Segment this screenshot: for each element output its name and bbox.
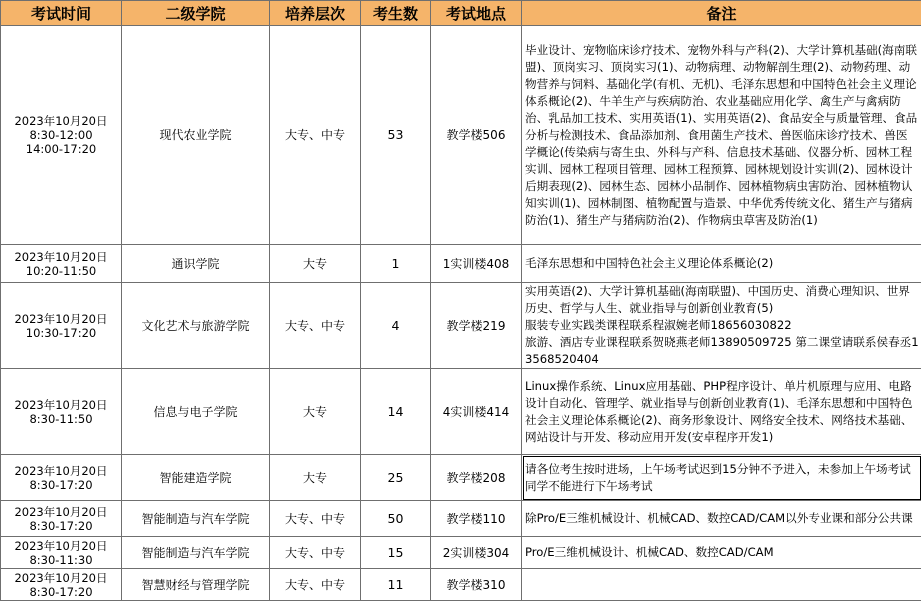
exam-time-cell <box>1 369 122 455</box>
level-cell: 大专、中专 <box>270 501 361 537</box>
header-exam-time: 考试时间 <box>1 1 122 26</box>
header-college: 二级学院 <box>122 1 270 26</box>
notes-contact: 服装专业实践类课程联系程淑婉老师18656030822 <box>525 318 792 332</box>
exam-time-slot: 8:30-12:00 <box>29 128 93 142</box>
exam-time-cell <box>1 283 122 369</box>
exam-time-cell <box>1 569 122 601</box>
header-notes: 备注 <box>522 1 921 26</box>
exam-time-slot: 14:00-17:20 <box>25 142 97 156</box>
table-row <box>1 569 921 601</box>
exam-date: 2023年10月20日 <box>14 538 108 553</box>
location-cell: 教学楼219 <box>431 283 522 369</box>
notes-contact: 旅游、酒店专业课程联系贺晓燕老师13890509725 第二课堂请联系侯春丞13568520404 <box>525 335 919 366</box>
student-count-cell: 1 <box>361 245 431 283</box>
exam-date: 2023年10月20日 <box>14 570 108 585</box>
table-row <box>1 537 921 569</box>
level-cell: 大专 <box>270 245 361 283</box>
header-level: 培养层次 <box>270 1 361 26</box>
exam-date: 2023年10月20日 <box>14 311 108 326</box>
table-row <box>1 283 921 369</box>
student-count-cell: 14 <box>361 369 431 455</box>
location-cell: 2实训楼304 <box>431 537 522 569</box>
level-cell: 大专 <box>270 455 361 501</box>
college-cell: 现代农业学院 <box>122 26 270 245</box>
level-cell: 大专、中专 <box>270 537 361 569</box>
table-row <box>1 26 921 245</box>
student-count-cell: 11 <box>361 569 431 601</box>
exam-time-slot: 8:30-17:20 <box>29 518 93 533</box>
location-cell: 4实训楼414 <box>431 369 522 455</box>
exam-time-cell <box>1 245 122 283</box>
student-count-cell: 15 <box>361 537 431 569</box>
location-cell: 教学楼506 <box>431 26 522 245</box>
notes-cell: Linux操作系统、Linux应用基础、PHP程序设计、单片机原理与应用、电路设计自动化、管理学、就业指导与创新创业教育(1)、毛泽东思想和中国特色社会主义理论体系概论(2)、商务形象设计、网络安全技术、网络技术基础、网站设计与开发、移动应用开发(安卓程序开发1) <box>522 369 921 455</box>
notes-cell: 请各位考生按时进场，上午场考试迟到15分钟不予进入，未参加上午场考试同学不能进行下午场考试 <box>522 455 921 501</box>
notes-cell: 毛泽东思想和中国特色社会主义理论体系概论(2) <box>522 245 921 283</box>
notes-cell: Pro/E三维机械设计、机械CAD、数控CAD/CAM <box>522 537 921 569</box>
exam-time-cell <box>1 501 122 537</box>
exam-date: 2023年10月20日 <box>14 397 108 412</box>
table-row <box>1 455 921 501</box>
exam-date: 2023年10月20日 <box>14 463 108 478</box>
student-count-cell: 4 <box>361 283 431 369</box>
header-location: 考试地点 <box>431 1 522 26</box>
college-cell: 智能建造学院 <box>122 455 270 501</box>
table-row <box>1 369 921 455</box>
exam-date: 2023年10月20日 <box>14 114 108 128</box>
header-row <box>1 1 921 26</box>
notes-cell: 除Pro/E三维机械设计、机械CAD、数控CAD/CAM以外专业课和部分公共课 <box>522 501 921 537</box>
notes-cell <box>522 283 921 369</box>
table-row <box>1 245 921 283</box>
college-cell: 通识学院 <box>122 245 270 283</box>
student-count-cell: 50 <box>361 501 431 537</box>
exam-date: 2023年10月20日 <box>14 504 108 519</box>
college-cell: 信息与电子学院 <box>122 369 270 455</box>
notes-cell <box>522 569 921 601</box>
exam-time-slot: 10:30-17:20 <box>25 325 97 340</box>
exam-date: 2023年10月20日 <box>14 249 108 264</box>
exam-time-cell <box>1 26 122 245</box>
location-cell: 教学楼310 <box>431 569 522 601</box>
exam-time-slot: 8:30-11:30 <box>29 552 93 567</box>
exam-time-cell <box>1 537 122 569</box>
college-cell: 智慧财经与管理学院 <box>122 569 270 601</box>
level-cell: 大专、中专 <box>270 569 361 601</box>
exam-time-slot: 8:30-17:20 <box>29 584 93 599</box>
student-count-cell: 25 <box>361 455 431 501</box>
exam-time-slot: 10:20-11:50 <box>25 263 97 278</box>
exam-time-slot: 8:30-11:50 <box>29 411 93 426</box>
college-cell: 智能制造与汽车学院 <box>122 501 270 537</box>
location-cell: 1实训楼408 <box>431 245 522 283</box>
notes-courses: 实用英语(2)、大学计算机基础(海南联盟)、中国历史、消费心理知识、世界历史、哲学与人生、就业指导与创新创业教育(5) <box>525 284 910 315</box>
level-cell: 大专、中专 <box>270 26 361 245</box>
college-cell: 智能制造与汽车学院 <box>122 537 270 569</box>
exam-time-slot: 8:30-17:20 <box>29 477 93 492</box>
level-cell: 大专 <box>270 369 361 455</box>
notes-cell: 毕业设计、宠物临床诊疗技术、宠物外科与产科(2)、大学计算机基础(海南联盟)、顶岗实习、顶岗实习(1)、动物病理、动物解剖生理(2)、动物药理、动物营养与饲料、基础化学(有机、无机)、毛泽东思想和中国特色社会主义理论体系概论(2)、牛羊生产与疾病防治、农业基础应用化学、禽生产与禽病防治、乳品加工技术、实用英语(1)、实用英语(2)、食品安全与质量管理、食品分析与检测技术、食品添加剂、食用菌生产技术、兽医临床诊疗技术、兽医学概论(传染病与寄生虫、外科与产科、信息技术基础、仪器分析、园林工程实训、园林工程项目管理、园林工程预算、园林规划设计实训(2)、园林设计后期表现(2)、园林生态、园林小品制作、园林植物病虫害防治、园林植物认知实训(1)、园林制图、植物配置与造景、中华优秀传统文化、猪生产与猪病防治(1)、猪生产与猪病防治(2)、作物病虫草害及防治(1) <box>522 26 921 245</box>
location-cell: 教学楼208 <box>431 455 522 501</box>
exam-time-cell <box>1 455 122 501</box>
table-row <box>1 501 921 537</box>
location-cell: 教学楼110 <box>431 501 522 537</box>
level-cell: 大专、中专 <box>270 283 361 369</box>
header-student-count: 考生数 <box>361 1 431 26</box>
student-count-cell: 53 <box>361 26 431 245</box>
college-cell: 文化艺术与旅游学院 <box>122 283 270 369</box>
